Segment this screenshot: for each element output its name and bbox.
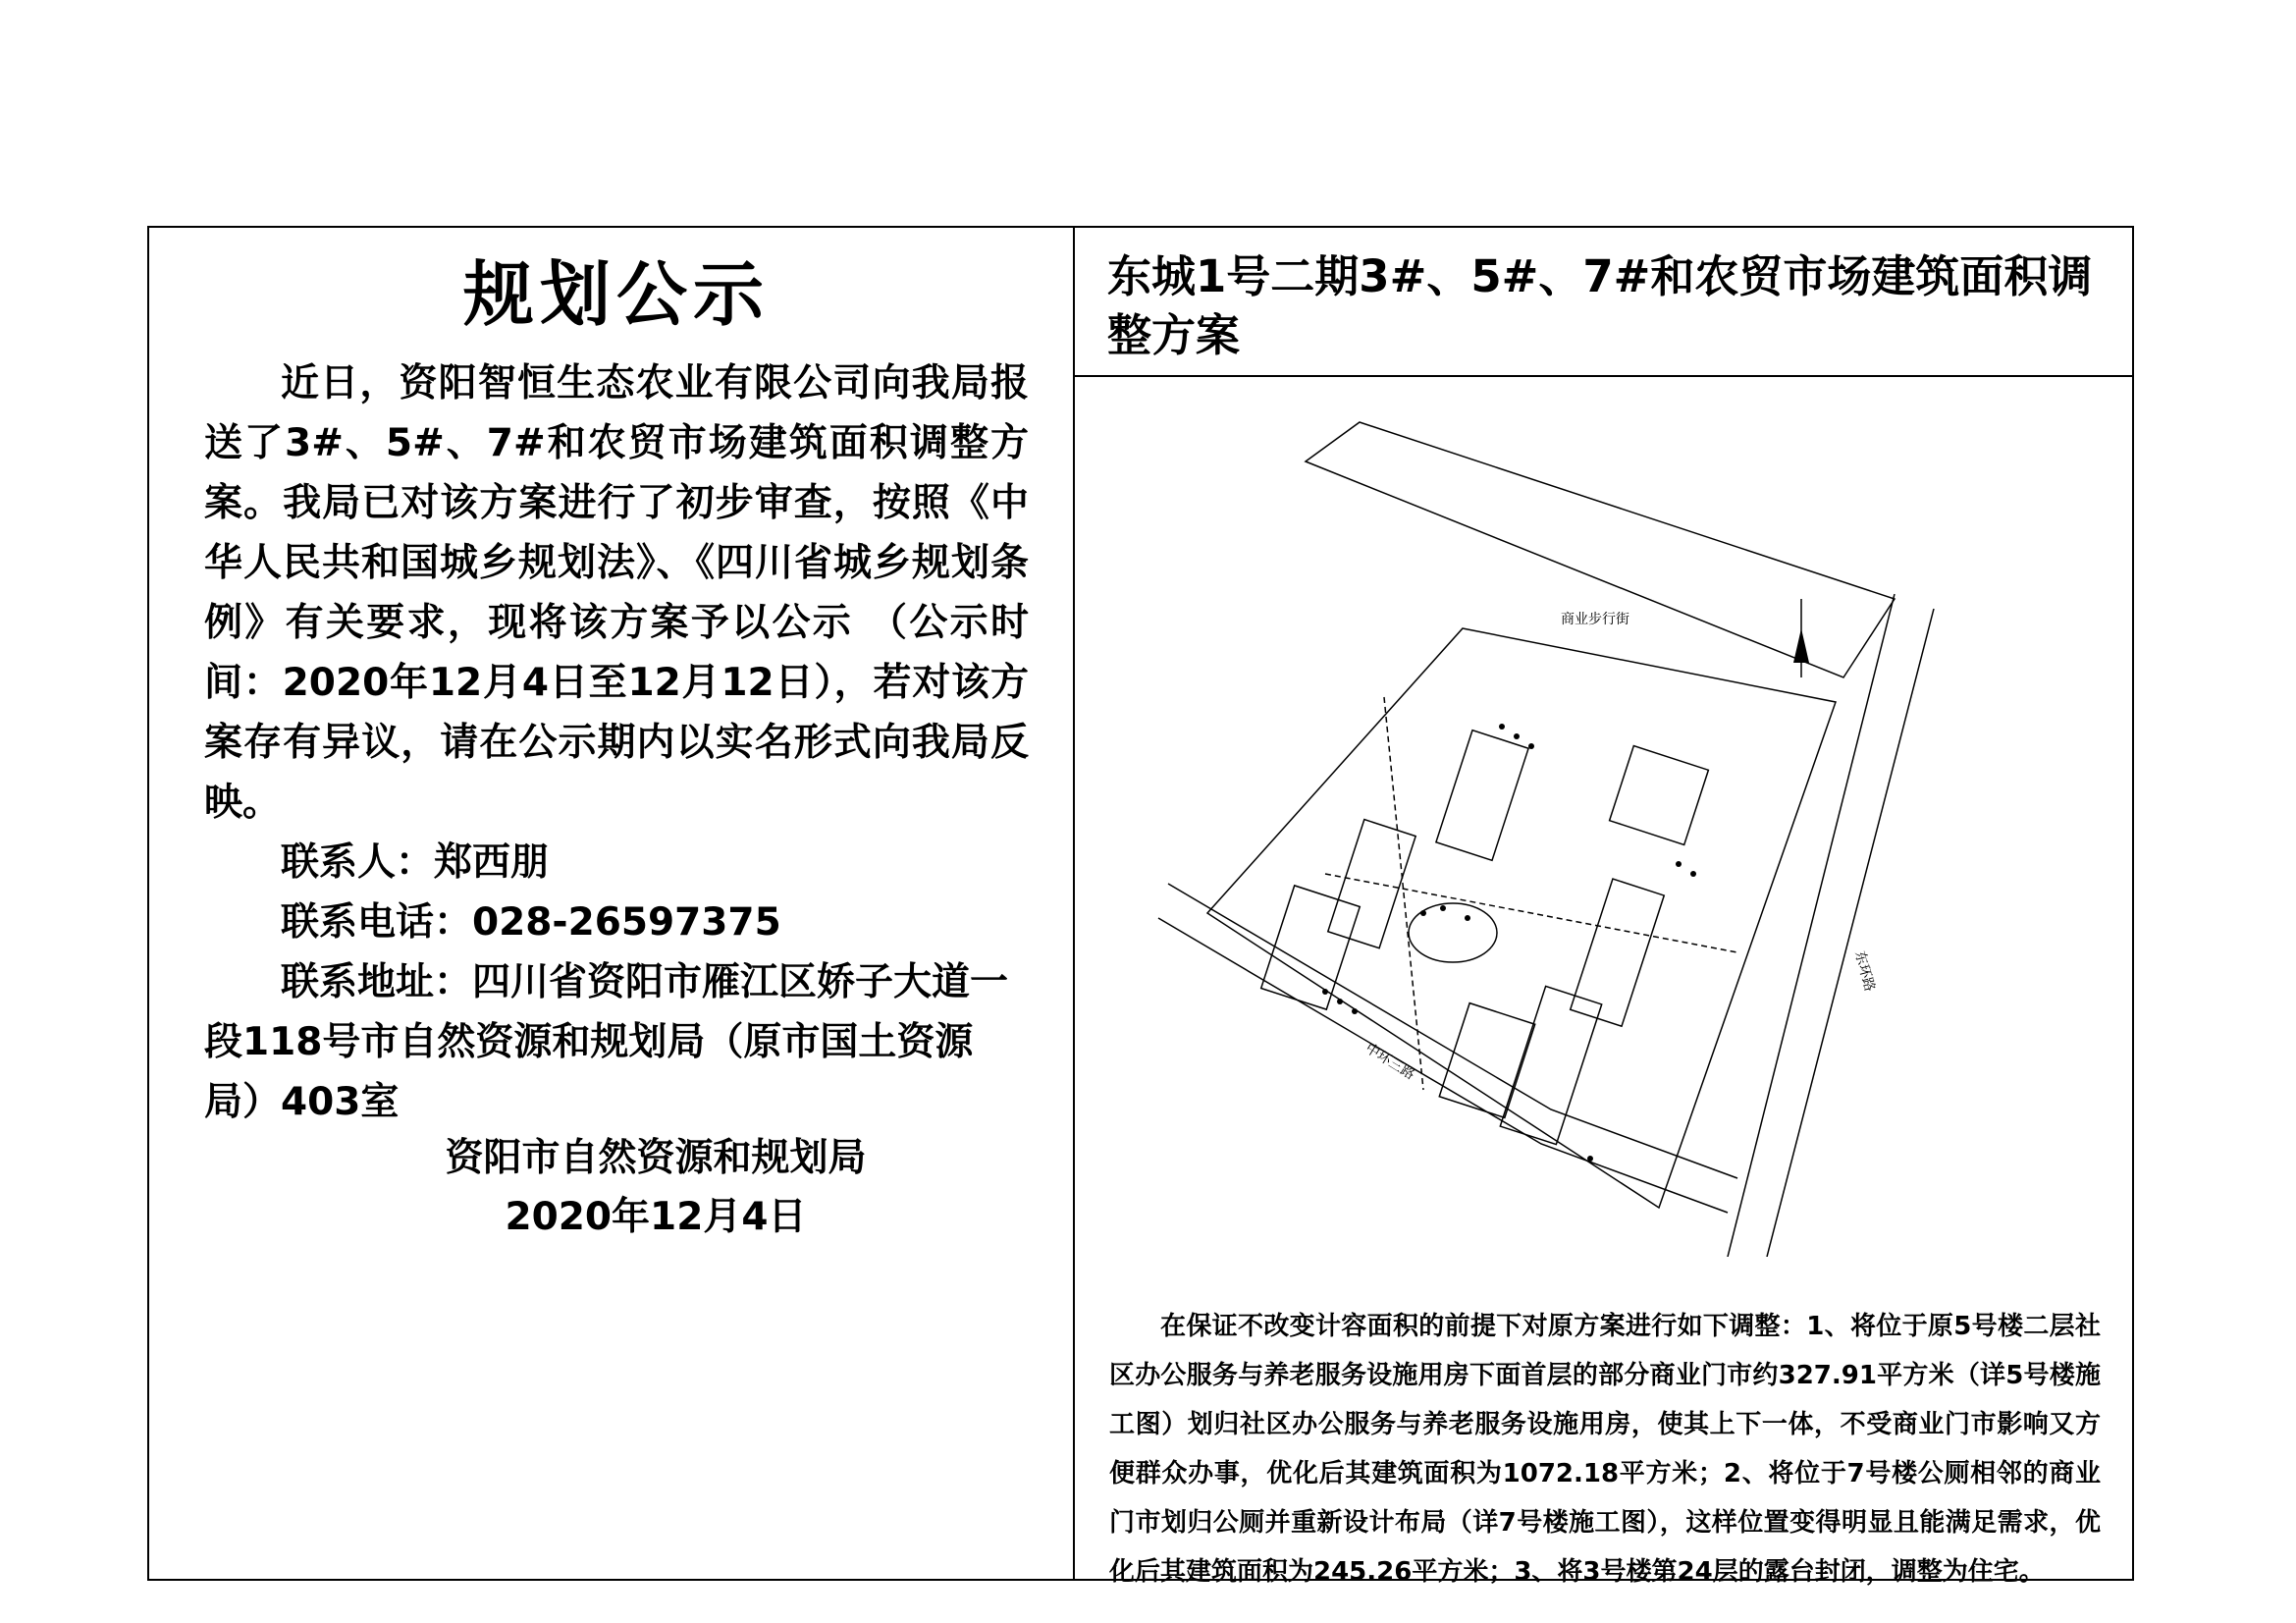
notice-paragraph: 近日，资阳智恒生态农业有限公司向我局报送了3#、5#、7#和农贸市场建筑面积调整方案。我局已对该方案进行了初步审查，按照《中华人民共和国城乡规划法》、《四川省城乡规划条例》有关要求，现将该方案予以公示 （公示时间：2020年12月4日至12月12日），若对该方案存有异议，请在公示期内以实名形式向我局反映。 (204, 361, 1029, 825)
road-edge-4 (1767, 609, 1934, 1257)
adjustment-description (1109, 1302, 2101, 1596)
notice-title: 规划公示 (462, 253, 770, 336)
building-g (1500, 986, 1601, 1144)
contact-address: 四川省资阳市雁江区娇子大道一段118号市自然资源和规划局（原市国土资源局）403室 (204, 960, 1009, 1124)
contact-person: 郑西朋 (434, 840, 550, 885)
contact-phone: 028-26597375 (472, 900, 781, 945)
column-divider (1073, 226, 1075, 1581)
building-f (1439, 1003, 1534, 1118)
contact-phone-label: 联系电话： (281, 900, 473, 945)
site-boundary (1207, 628, 1836, 1208)
title-divider (1073, 375, 2134, 377)
signature-block (204, 1129, 1029, 1247)
building-c (1571, 879, 1665, 1026)
inner-path-2 (1325, 874, 1737, 952)
signature-org: 资阳市自然资源和规划局 (445, 1136, 867, 1180)
north-arrow-icon (1793, 599, 1809, 677)
contact-address-label: 联系地址： (281, 960, 473, 1004)
commercial-street-block (1306, 422, 1895, 677)
contact-person-label: 联系人： (281, 840, 435, 885)
street-label-top: 商业步行街 (1561, 612, 1629, 627)
street-label-bottom: 中环三路 (1362, 1040, 1417, 1084)
road-edge-1 (1168, 884, 1737, 1178)
building-a (1436, 730, 1528, 861)
contact-person-row (204, 833, 1029, 893)
building-b (1610, 746, 1709, 845)
contact-phone-row (204, 893, 1029, 952)
road-edge-3 (1728, 594, 1895, 1257)
signature-date: 2020年12月4日 (505, 1195, 807, 1239)
notice-left-column (204, 245, 1029, 1132)
site-plan-drawing (1129, 403, 1973, 1257)
adjustment-text: 在保证不改变计容面积的前提下对原方案进行如下调整：1、将位于原5号楼二层社区办公服务与养老服务设施用房下面首层的部分商业门市约327.91平方米（详5号楼施工图）划归社区办公服务与养老服务设施用房，使其上下一体，不受商业门市影响又方便群众办事，优化后其建筑面积为1072.18平方米；2、将位于7号楼公厕相邻的商业门市划归公厕并重新设计布局（详7号楼施工图），这样位置变得明显且能满足需求，优化后其建筑面积为245.26平方米；3、将3号楼第24层的露台封闭，调整为住宅。 (1109, 1312, 2101, 1587)
plan-title: 东城1号二期3#、5#、7#和农贸市场建筑面积调整方案 (1107, 250, 2093, 361)
inner-path-1 (1384, 697, 1423, 1090)
contact-address-row (204, 952, 1029, 1132)
street-label-right: 东环路 (1851, 948, 1878, 994)
